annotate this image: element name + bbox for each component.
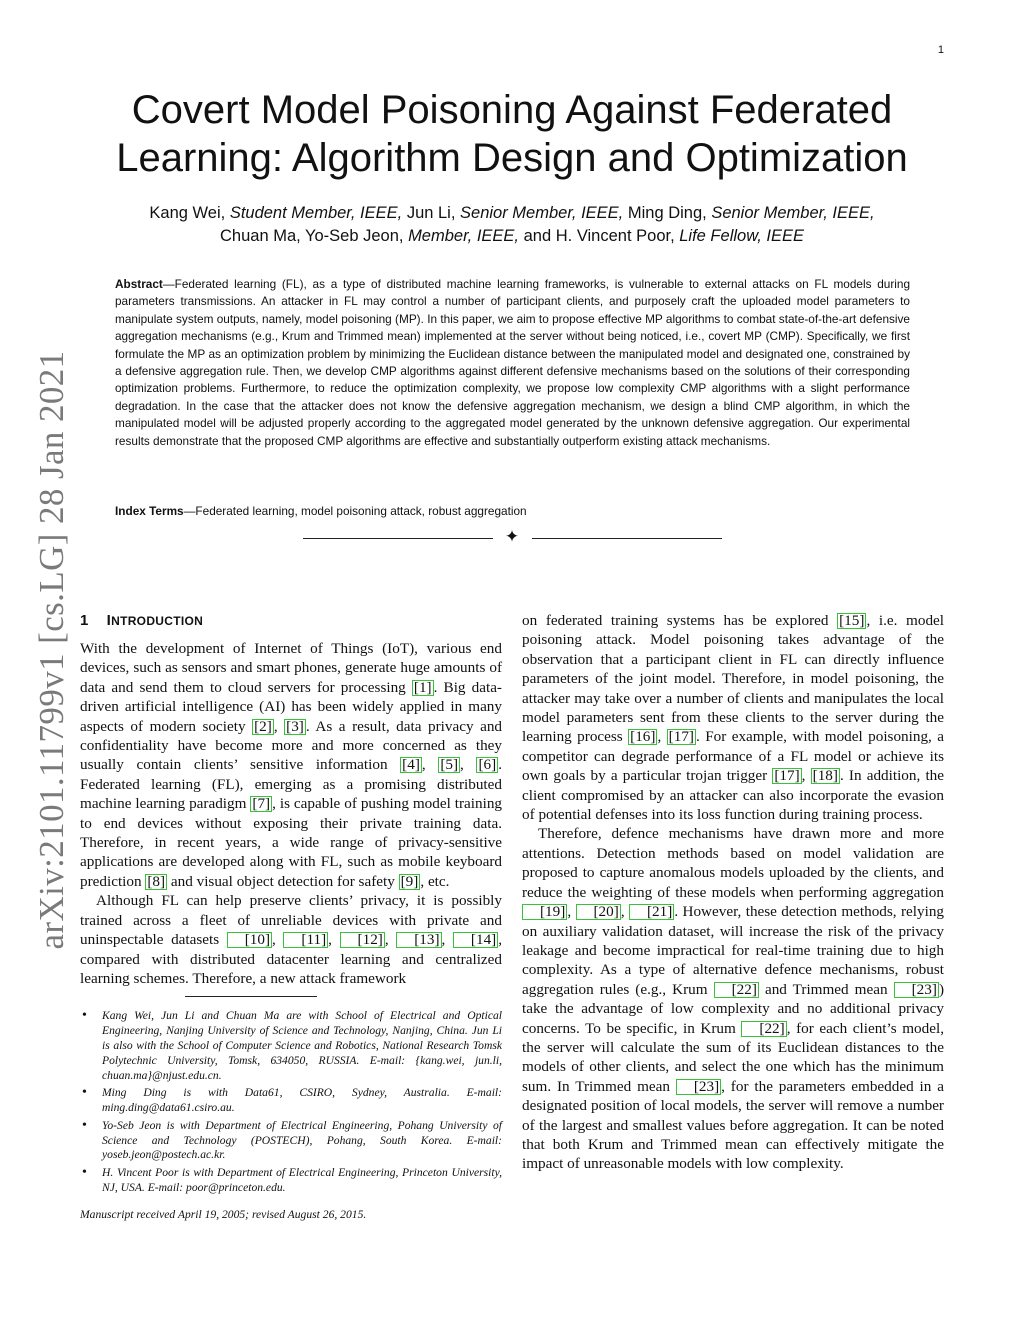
citation-link[interactable]: [12] bbox=[340, 932, 385, 948]
right-column bbox=[522, 611, 944, 1174]
citation-link[interactable]: [5] bbox=[440, 756, 459, 774]
citation-link[interactable]: [6] bbox=[478, 756, 497, 774]
index-terms-text: —Federated learning, model poisoning attack, robust aggregation bbox=[183, 504, 527, 518]
citation-link[interactable]: [23] bbox=[676, 1079, 721, 1095]
citation-link[interactable]: [7] bbox=[252, 795, 271, 813]
citation-link[interactable]: [17] bbox=[668, 728, 694, 746]
citation-link[interactable]: [21] bbox=[629, 904, 674, 920]
abstract-label: Abstract bbox=[115, 277, 163, 291]
body-paragraph: on federated training systems has be explored [15] , i.e. model poisoning attack. Model poisoning takes advantage of the observation that a participant client in FL can directly influence parameters of the joint model. Therefore, in model poisoning, the attacker may take over a number of clients and manipulates the local model parameters sent from these clients to the server during the learning process [16] , [17] . For example, with model poisoning, a competitor can degrade performance of a FL model or achieve its own goals by a particular trojan trigger [17] , [18] . In addition, the client compromised by an attacker can also incorporate the evasion of potential defenses into its loss function during training process. bbox=[522, 612, 945, 824]
section-number: 1 bbox=[80, 612, 89, 629]
footnote-item: • Yo-Seb Jeon is with Department of Electrical Engineering, Pohang University of Science and Technology (POSTECH), Pohang, South Korea. E-mail: yoseb.jeon@postech.ac.kr. bbox=[80, 1119, 502, 1163]
title-line-2: Learning: Algorithm Design and Optimization bbox=[116, 136, 908, 180]
citation-link[interactable]: [19] bbox=[522, 904, 567, 920]
footnote-item: • H. Vincent Poor is with Department of Electrical Engineering, Princeton University, NJ, USA. E-mail: poor@princeton.edu. bbox=[80, 1166, 502, 1196]
citation-link[interactable]: [17] bbox=[774, 767, 800, 785]
citation-link[interactable]: [22] bbox=[741, 1021, 786, 1037]
author-membership: Life Fellow, IEEE bbox=[679, 227, 804, 245]
arxiv-stamp[interactable]: arXiv:2101.11799v1 [cs.LG] 28 Jan 2021 bbox=[32, 350, 71, 950]
section-heading bbox=[80, 611, 502, 631]
citation-link[interactable]: [15] bbox=[839, 612, 865, 629]
index-terms bbox=[115, 503, 910, 520]
left-column bbox=[80, 611, 502, 1223]
citation-link[interactable]: [14] bbox=[453, 932, 498, 948]
body-paragraph: Although FL can help preserve clients’ privacy, it is possibly trained across a fleet of unreliable devices with private and uninspectable datasets [10] , [11] , [12] , [13] , [14] , compared with distributed datacenter learning and centralized learning schemes. Therefore, a new attack framework bbox=[80, 892, 503, 987]
authors-line-2 bbox=[80, 225, 944, 248]
manuscript-note: Manuscript received April 19, 2005; revised August 26, 2015. bbox=[80, 1207, 367, 1221]
citation-link[interactable]: [3] bbox=[286, 717, 304, 735]
page-number: 1 bbox=[937, 44, 944, 56]
citation-link[interactable]: [18] bbox=[812, 767, 838, 785]
citation-link[interactable]: [23] bbox=[894, 982, 939, 998]
citation-link[interactable]: [1] bbox=[413, 678, 432, 696]
paper-title bbox=[80, 86, 944, 182]
citation-link[interactable]: [16] bbox=[630, 728, 656, 746]
citation-link[interactable]: [10] bbox=[227, 932, 272, 948]
author-names: and H. Vincent Poor, bbox=[519, 227, 680, 245]
author-names: Ming Ding, bbox=[623, 204, 712, 222]
author-names: Kang Wei, bbox=[149, 204, 230, 222]
citation-link[interactable]: [22] bbox=[714, 982, 759, 998]
author-list bbox=[80, 202, 944, 248]
section-title-initial: I bbox=[106, 612, 112, 629]
author-names: Chuan Ma, Yo-Seb Jeon, bbox=[220, 227, 409, 245]
citation-link[interactable]: [13] bbox=[396, 932, 441, 948]
author-footnotes bbox=[80, 1009, 502, 1196]
author-names: Jun Li, bbox=[402, 204, 461, 222]
footnote-item: • Ming Ding is with Data61, CSIRO, Sydney, Australia. E-mail: ming.ding@data61.csiro.au. bbox=[80, 1086, 502, 1116]
footnote-rule bbox=[185, 996, 317, 997]
footnote-item: • Kang Wei, Jun Li and Chuan Ma are with School of Electrical and Optical Engineering, Nanjing University of Science and Technology, Nanjing, China. Jun Li is also with the School of Computer Science and Robotics, National Research Tomsk Polytechnic University, Tomsk, 634050, RUSSIA. E-mail: {kang.wei, jun.li, chuan.ma}@njust.edu.cn. bbox=[80, 1009, 502, 1083]
abstract-text: —Federated learning (FL), as a type of distributed machine learning frameworks, is vulnerable to external attacks on FL models during parameters transmissions. An attacker in FL may control a number of participant clients, and purposely craft the uploaded model parameters to manipulate system outputs, namely, model poisoning (MP). In this paper, we aim to propose effective MP algorithms to combat state-of-the-art defensive aggregation mechanisms (e.g., Krum and Trimmed mean) implemented at the server without being noticed, i.e., covert MP (CMP). Specifically, we first formulate the MP as an optimization problem by minimizing the Euclidean distance between the manipulated model and designated one, constrained by a defensive aggregation rule. Then, we develop CMP algorithms against different defensive mechanisms based on the solutions of their corresponding optimization problems. Furthermore, to reduce the optimization complexity, we propose low complexity CMP algorithms with a slight performance degradation. In the case that the attacker does not know the defensive aggregation mechanism, we design a blind CMP algorithm, in which the manipulated model will be adjusted properly according to the aggregated model generated by the unknown defensive aggregation. Our experimental results demonstrate that the proposed CMP algorithms are effective and substantially outperform existing attack mechanisms. bbox=[115, 277, 910, 448]
citation-link[interactable]: [20] bbox=[576, 904, 621, 920]
body-paragraph: With the development of Internet of Things (IoT), various end devices, such as sensors and smart phones, generate huge amounts of data and send them to cloud servers for processing [1] . Big data-driven artificial intelligence (AI) has been widely applied in many aspects of modern society [2] , [3] . As a result, data privacy and confidentiality have become more and more concerned as they usually contain clients’ sensitive information [4] , [5] , [6] . Federated learning (FL), emerging as a promising distributed machine learning paradigm [7] , is capable of pushing model training to end devices without exposing their private training data. Therefore, in recent years, a wide range of privacy-sensitive applications are developed along with FL, such as mobile keyboard prediction [8] and visual object detection for safety [9] , etc. bbox=[80, 640, 503, 890]
title-line-1: Covert Model Poisoning Against Federated bbox=[131, 88, 893, 132]
author-membership: Senior Member, IEEE, bbox=[460, 204, 624, 222]
index-terms-label: Index Terms bbox=[115, 504, 184, 518]
author-membership: Member, IEEE, bbox=[408, 227, 520, 245]
separator-diamond-icon: ✦ bbox=[504, 527, 520, 546]
abstract bbox=[115, 276, 910, 450]
citation-link[interactable]: [9] bbox=[400, 872, 419, 890]
authors-line-1 bbox=[80, 202, 944, 225]
citation-link[interactable]: [2] bbox=[254, 717, 272, 735]
citation-link[interactable]: [4] bbox=[402, 756, 420, 774]
citation-link[interactable]: [11] bbox=[283, 932, 328, 948]
section-title-rest: NTRODUCTION bbox=[111, 614, 204, 628]
author-membership: Senior Member, IEEE, bbox=[711, 204, 875, 222]
citation-link[interactable]: [8] bbox=[147, 872, 166, 890]
author-membership: Student Member, IEEE, bbox=[229, 204, 403, 222]
separator-line-left bbox=[303, 538, 493, 539]
body-paragraph: Therefore, defence mechanisms have drawn more and more attentions. Detection methods based on model validation are proposed to capture anomalous models uploaded by the clients, and reduce the weighting of these models when performing aggregation [19] , [20] , [21] . However, these detection methods, relying on auxiliary validation dataset, will increase the risk of the privacy leakage and become impractical for real-time training due to high complexity. As a type of alternative defence mechanisms, robust aggregation rules (e.g., Krum [22] and Trimmed mean [23] ) take the advantage of low complexity and no additional privacy concerns. To be specific, in Krum [22] , for each client’s model, the server will calculate the sum of its Euclidean distances to the models of other clients, and select the one which has the minimum sum. In Trimmed mean [23] , for the parameters embedded in a designated position of local models, the server will remove a number of the largest and smallest values before aggregation. It can be noted that both Krum and Trimmed mean can effectively mitigate the impact of unreasonable models with low complexity. bbox=[522, 825, 945, 1173]
separator-line-right bbox=[532, 538, 722, 539]
